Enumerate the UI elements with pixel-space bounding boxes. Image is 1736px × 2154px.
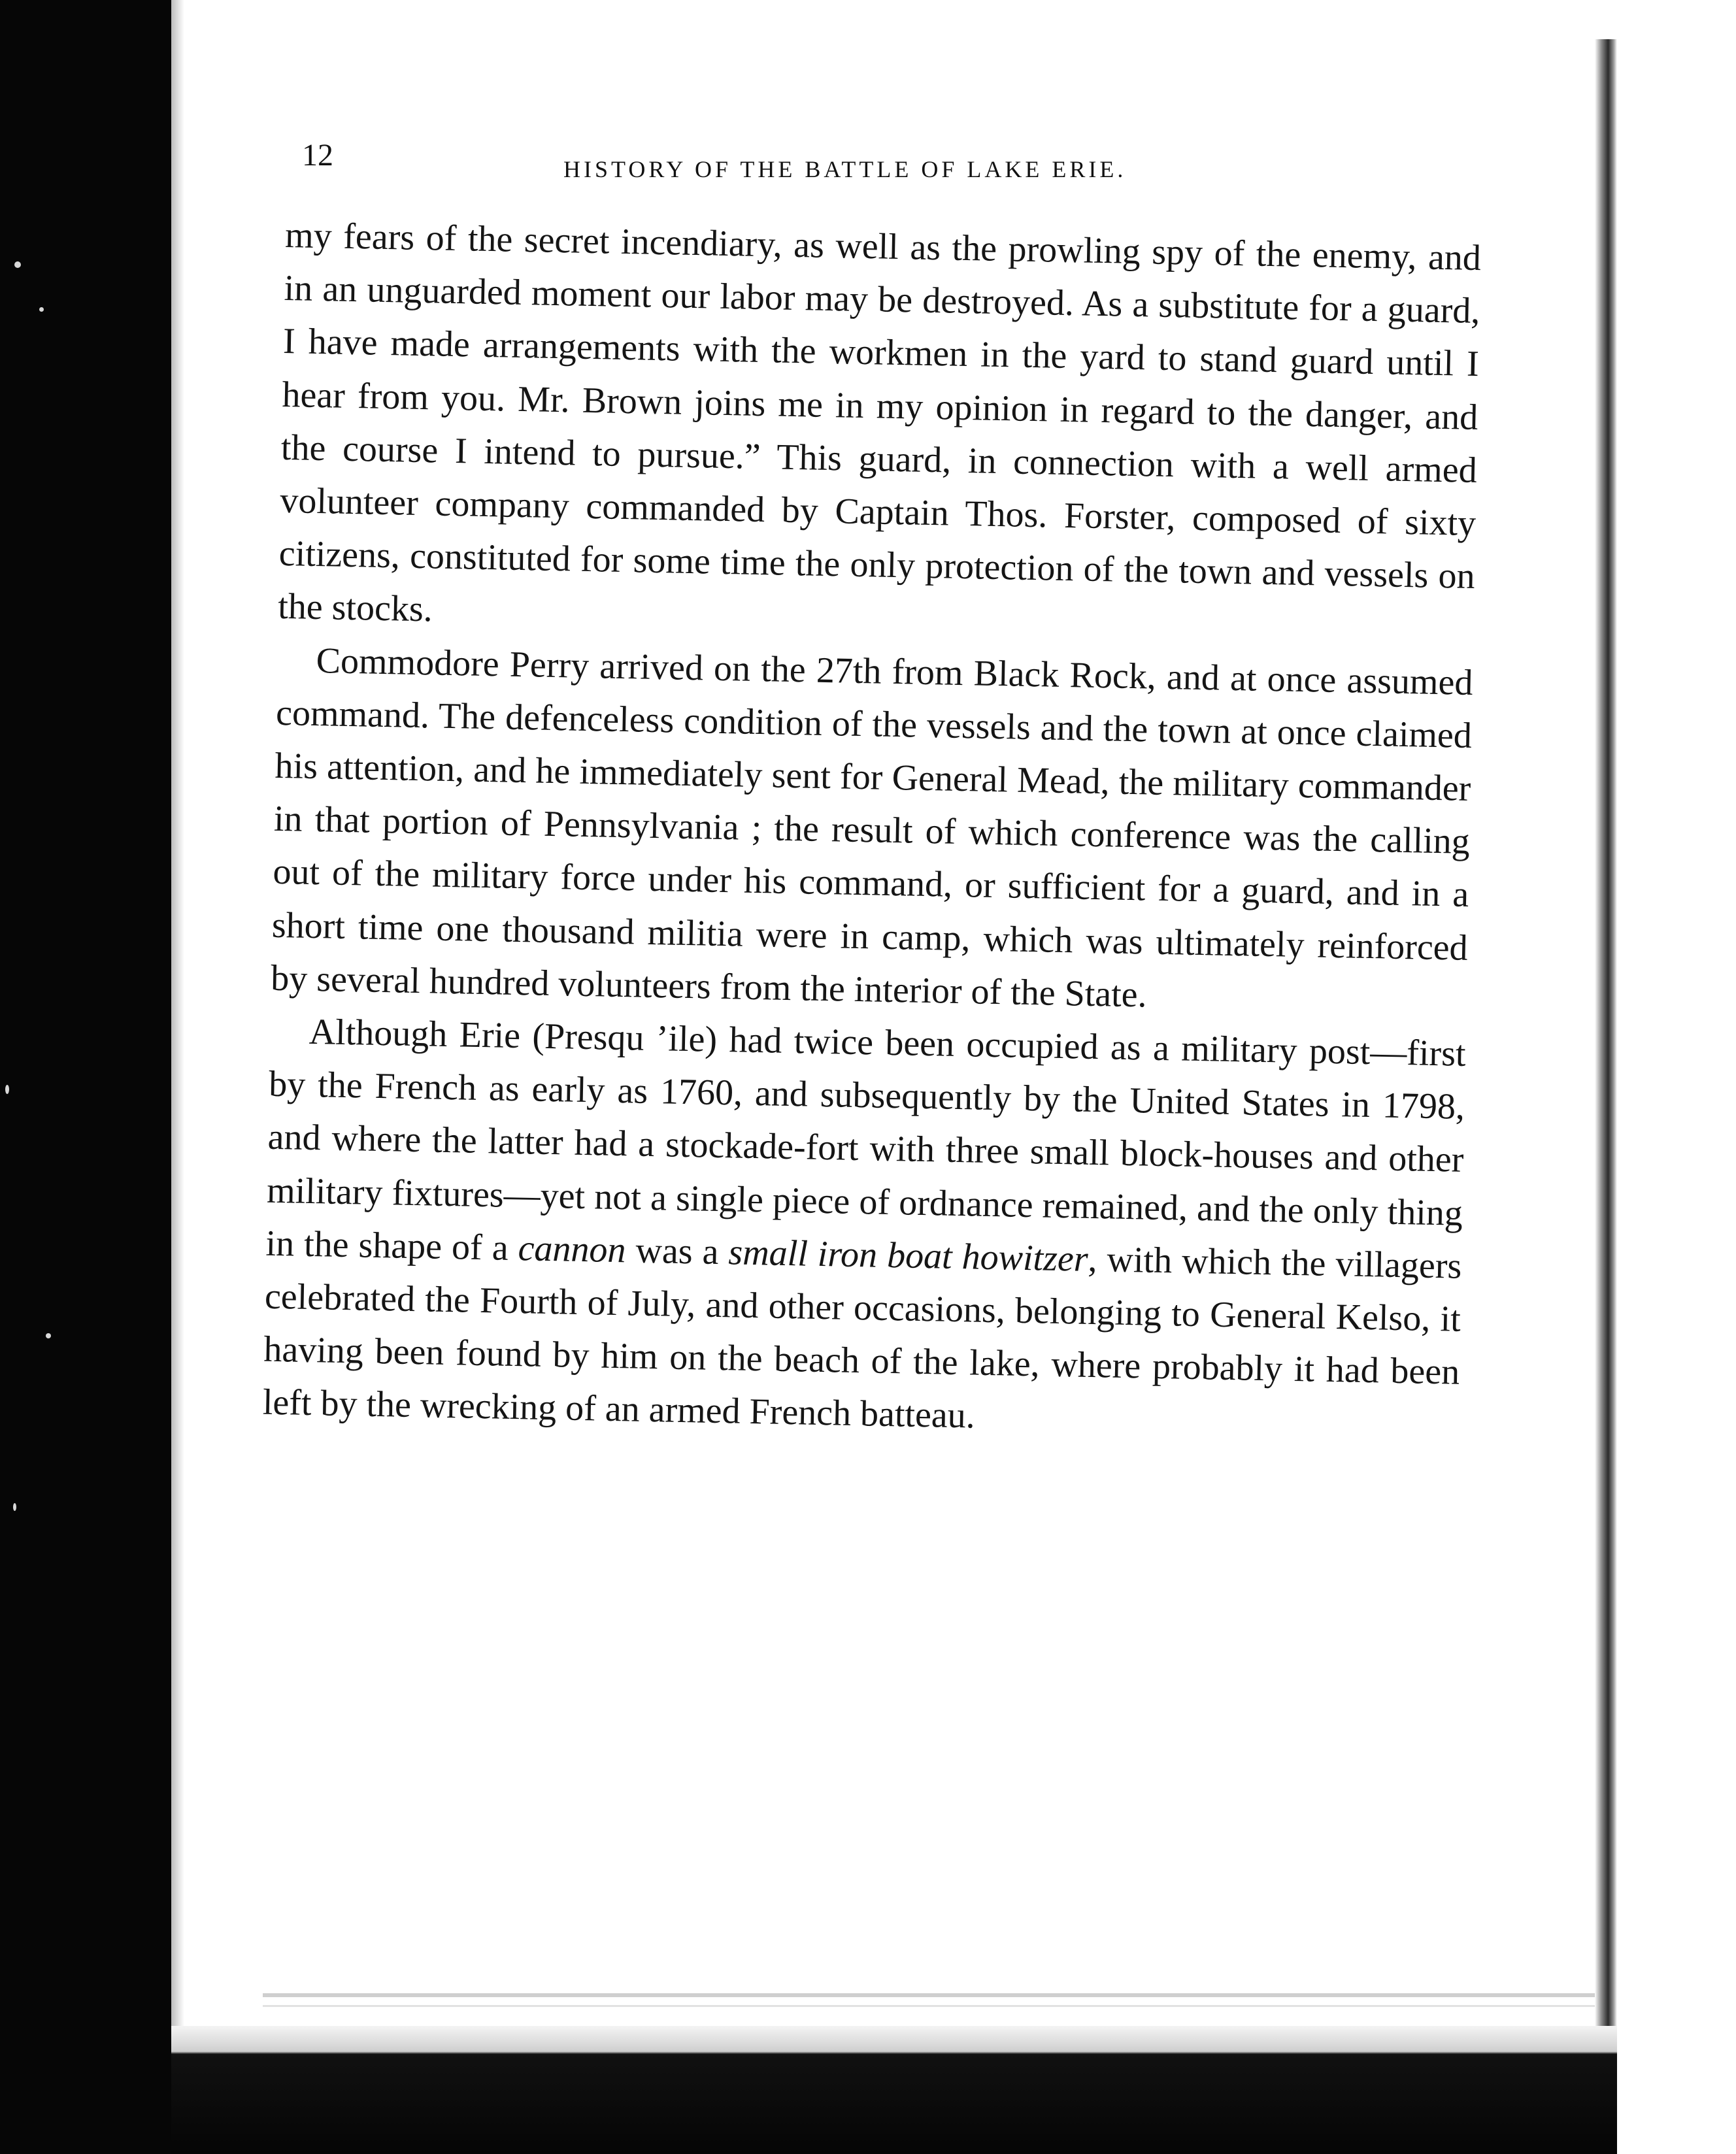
page-bottom-rule-secondary	[263, 2005, 1609, 2007]
paragraph-2: Commodore Perry arrived on the 27th from Black Rock, and at once assumed command. The defenceless condition of the vessels and the town at once claimed his attention, and he immediately sent for General Mead, the military commander in that portion of Pennsylvania ; the result of which conference was the calling out of the military force under his command, or sufficient for a guard, and in a short time one thousand militia were in camp, which was ultimately reinforced by several hundred volunteers from the interior of the State.	[270, 640, 1474, 1016]
dust-speck	[46, 1333, 51, 1338]
dust-speck	[5, 1085, 9, 1094]
scan-background	[0, 0, 171, 2154]
paragraph-3-text-a: Although Erie (Presqu ’ile) had twice been occupied as a military post—first by the French as early as 1760, and subsequently by the United States in 1798, and where the latter had a stockade-fort with three small block-houses and other military fixtures—yet not a single piece of ordnance remained, and the only thing in the shape of a	[265, 1011, 1467, 1268]
book-page	[171, 0, 1675, 2026]
page-bottom-edge	[171, 2026, 1675, 2154]
page-bottom-rule	[263, 1993, 1609, 1997]
facing-page-strip	[1617, 0, 1736, 2154]
paragraph-3	[262, 1005, 1466, 1453]
dust-speck	[13, 1503, 16, 1511]
page-fore-edge	[1595, 39, 1617, 2026]
body-text	[262, 209, 1482, 1452]
dust-speck	[39, 307, 44, 312]
paragraph-3-text-c: , with which the villagers celebrated the Fourth of July, and other occasions, belonging to General Kelso, it having been found by him on the beach of the lake, where probably it had been left by the wrecking of an armed French batteau.	[262, 1238, 1462, 1437]
running-title: HISTORY OF THE BATTLE OF LAKE ERIE.	[563, 156, 1127, 182]
page-number: 12	[302, 138, 333, 173]
paragraph-1: my fears of the secret incendiary, as well as the prowling spy of the enemy, and in an unguarded moment our labor may be destroyed. As a substitute for a guard, I have made arrangements with the workmen in the yard to stand guard until I hear from you. Mr. Brown joins me in my opinion in regard to the danger, and the course I intend to pursue.” This guard, in connection with a well armed volunteer company commanded by Captain Thos. Forster, composed of sixty citizens, constituted for some time the only protection of the town and vessels on the stocks.	[277, 214, 1482, 630]
italic-cannon: cannon	[518, 1227, 627, 1271]
running-head	[302, 137, 1426, 196]
gutter-shadow	[171, 0, 184, 2026]
italic-howitzer: small iron boat howitzer	[727, 1232, 1089, 1280]
paragraph-3-text-b: was a	[625, 1230, 729, 1273]
dust-speck	[14, 261, 21, 268]
